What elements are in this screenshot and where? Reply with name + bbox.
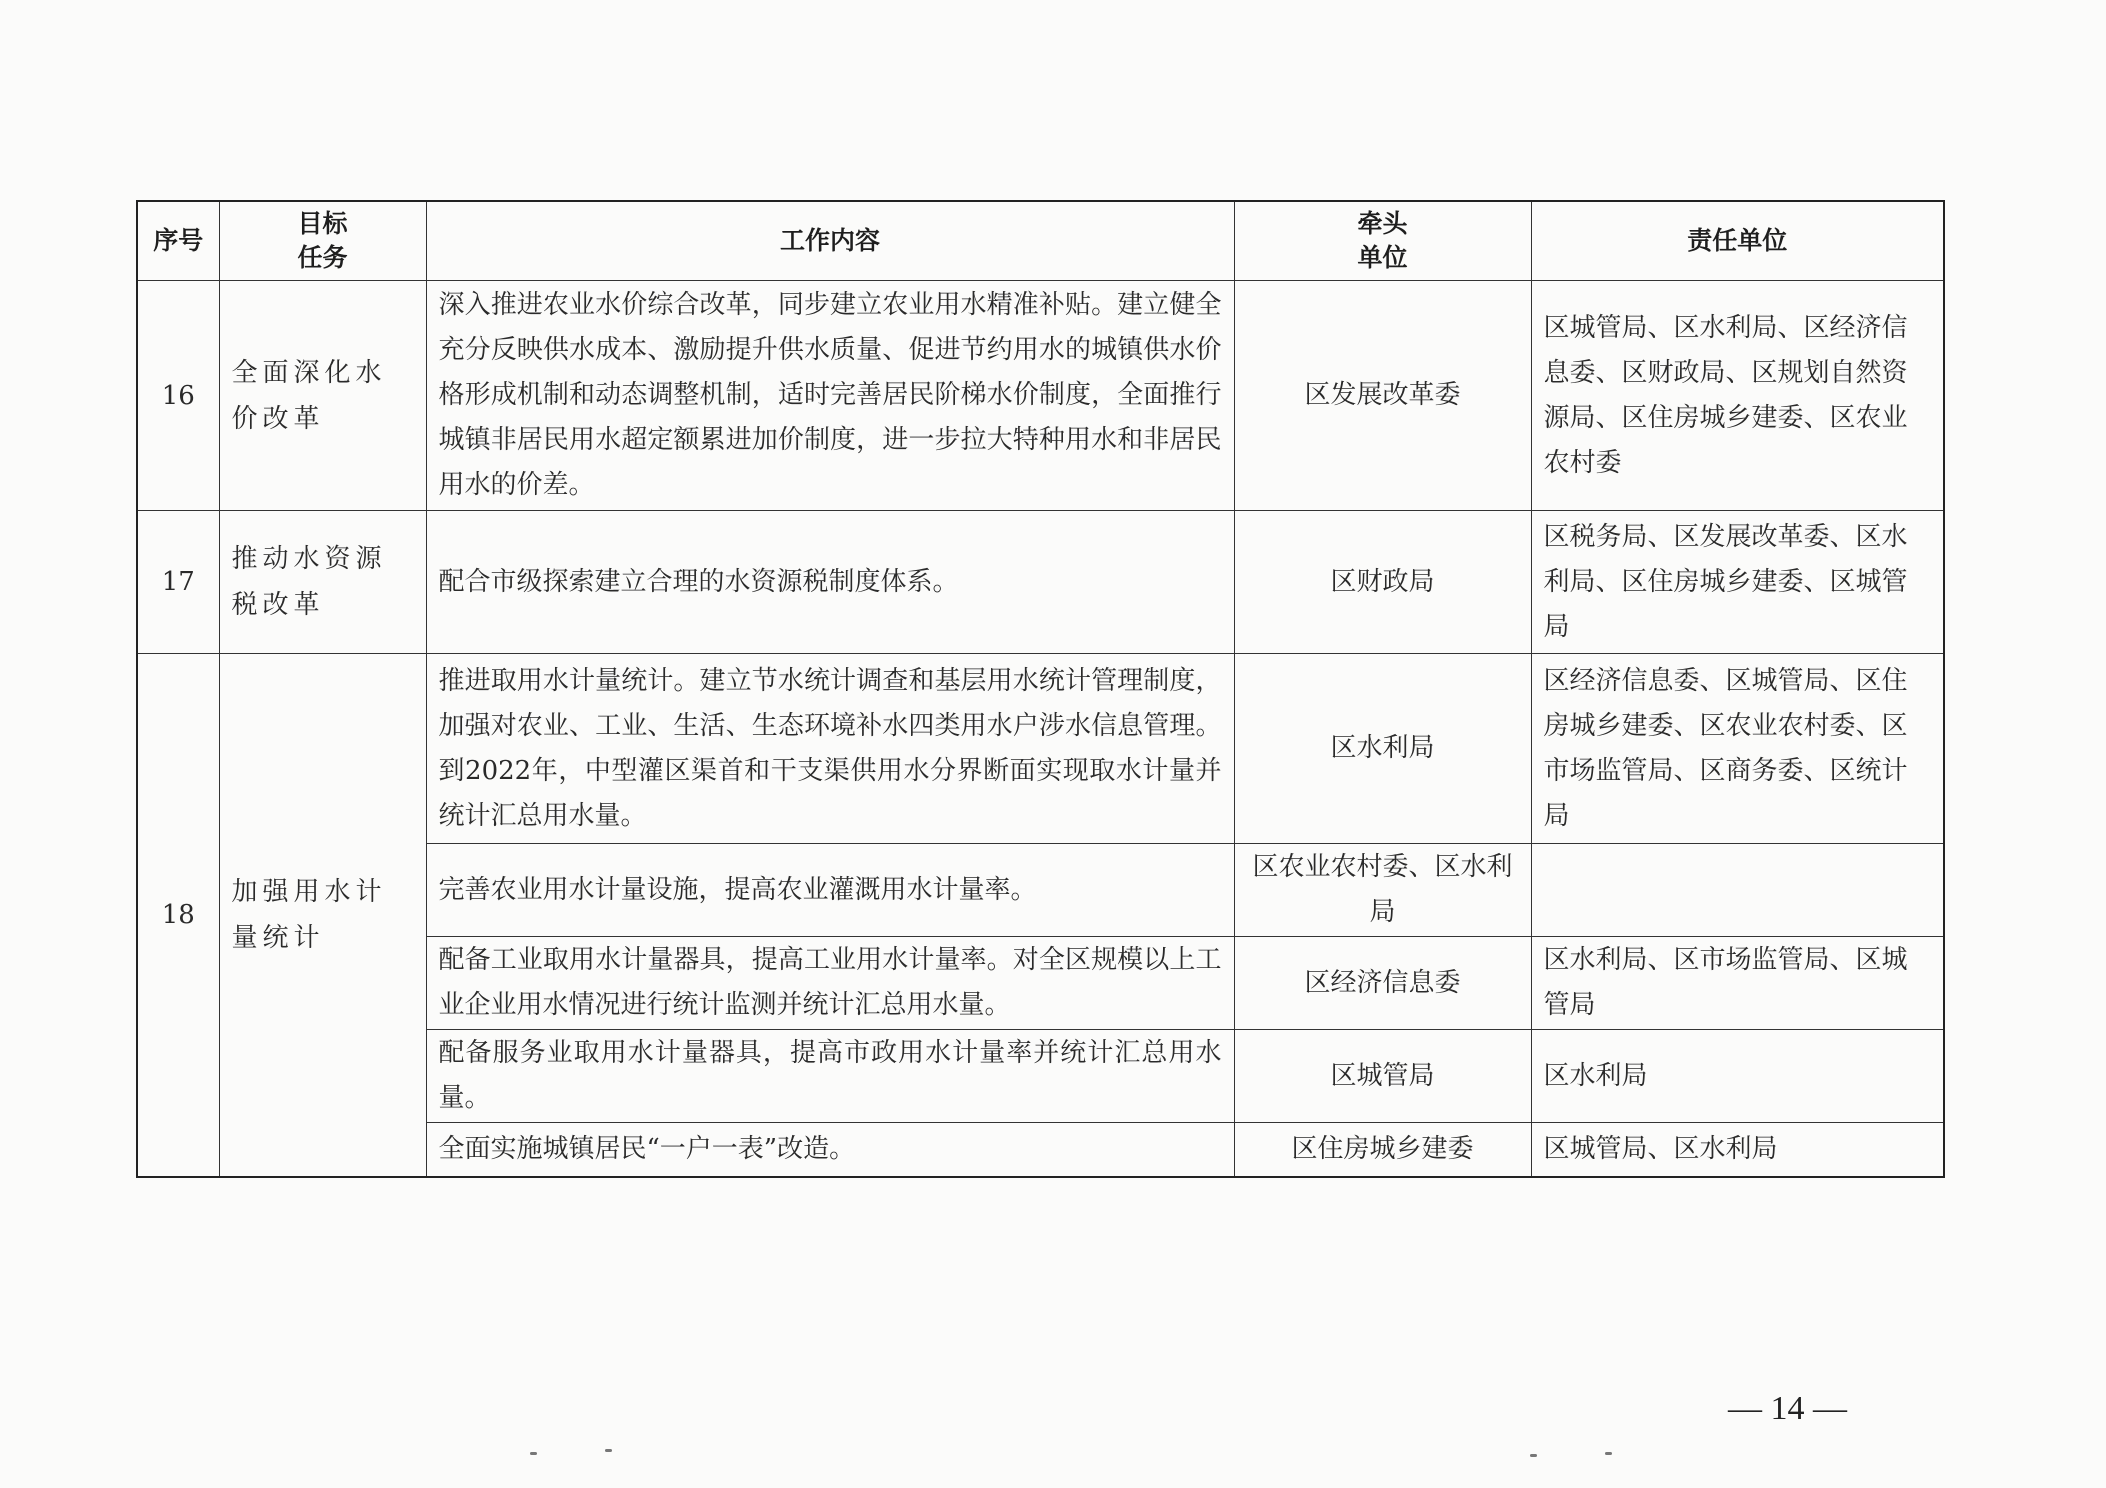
target-task: 推动水资源税改革 [219, 511, 426, 654]
scan-speck [530, 1452, 537, 1455]
lead-unit: 区财政局 [1234, 511, 1531, 654]
row-number: 18 [137, 654, 219, 1177]
work-content: 全面实施城镇居民“一户一表”改造。 [426, 1123, 1234, 1177]
work-content: 配合市级探索建立合理的水资源税制度体系。 [426, 511, 1234, 654]
responsible-units: 区经济信息委、区城管局、区住房城乡建委、区农业农村委、区市场监管局、区商务委、区统计局 [1531, 654, 1944, 844]
page-number: — 14 — [1728, 1390, 1847, 1427]
lead-unit: 区水利局 [1234, 654, 1531, 844]
lead-unit: 区城管局 [1234, 1030, 1531, 1123]
header-content: 工作内容 [426, 201, 1234, 281]
task-table [136, 200, 1945, 1178]
row-number: 16 [137, 281, 219, 511]
table-row [137, 281, 1944, 511]
scan-speck [605, 1449, 612, 1452]
responsible-units [1531, 844, 1944, 937]
header-lead-line1: 牵头 [1357, 209, 1408, 238]
lead-unit: 区发展改革委 [1234, 281, 1531, 511]
work-content: 配备服务业取用水计量器具，提高市政用水计量率并统计汇总用水量。 [426, 1030, 1234, 1123]
header-task [219, 201, 426, 281]
lead-unit: 区经济信息委 [1234, 937, 1531, 1030]
scan-speck [1605, 1452, 1612, 1455]
work-content: 推进取用水计量统计。建立节水统计调查和基层用水统计管理制度，加强对农业、工业、生活、生态环境补水四类用水户涉水信息管理。到2022年，中型灌区渠首和干支渠供用水分界断面实现取水计量并统计汇总用水量。 [426, 654, 1234, 844]
header-task-line2: 任务 [297, 243, 348, 272]
target-task: 全面深化水价改革 [219, 281, 426, 511]
lead-unit: 区农业农村委、区水利局 [1234, 844, 1531, 937]
header-lead-line2: 单位 [1357, 243, 1408, 272]
responsible-units: 区城管局、区水利局、区经济信息委、区财政局、区规划自然资源局、区住房城乡建委、区农业农村委 [1531, 281, 1944, 511]
responsible-units: 区税务局、区发展改革委、区水利局、区住房城乡建委、区城管局 [1531, 511, 1944, 654]
work-content: 深入推进农业水价综合改革，同步建立农业用水精准补贴。建立健全充分反映供水成本、激励提升供水质量、促进节约用水的城镇供水价格形成机制和动态调整机制，适时完善居民阶梯水价制度，全面推行城镇非居民用水超定额累进加价制度，进一步拉大特种用水和非居民用水的价差。 [426, 281, 1234, 511]
row-number: 17 [137, 511, 219, 654]
responsible-units: 区水利局、区市场监管局、区城管局 [1531, 937, 1944, 1030]
responsible-units: 区水利局 [1531, 1030, 1944, 1123]
table-row [137, 654, 1944, 844]
table-row [137, 511, 1944, 654]
header-lead [1234, 201, 1531, 281]
header-task-line1: 目标 [297, 209, 348, 238]
header-responsible: 责任单位 [1531, 201, 1944, 281]
scan-speck [1530, 1454, 1537, 1457]
header-no: 序号 [137, 201, 219, 281]
work-content: 完善农业用水计量设施，提高农业灌溉用水计量率。 [426, 844, 1234, 937]
responsible-units: 区城管局、区水利局 [1531, 1123, 1944, 1177]
work-content: 配备工业取用水计量器具，提高工业用水计量率。对全区规模以上工业企业用水情况进行统计监测并统计汇总用水量。 [426, 937, 1234, 1030]
target-task: 加强用水计量统计 [219, 654, 426, 1177]
lead-unit: 区住房城乡建委 [1234, 1123, 1531, 1177]
table-header-row [137, 201, 1944, 281]
